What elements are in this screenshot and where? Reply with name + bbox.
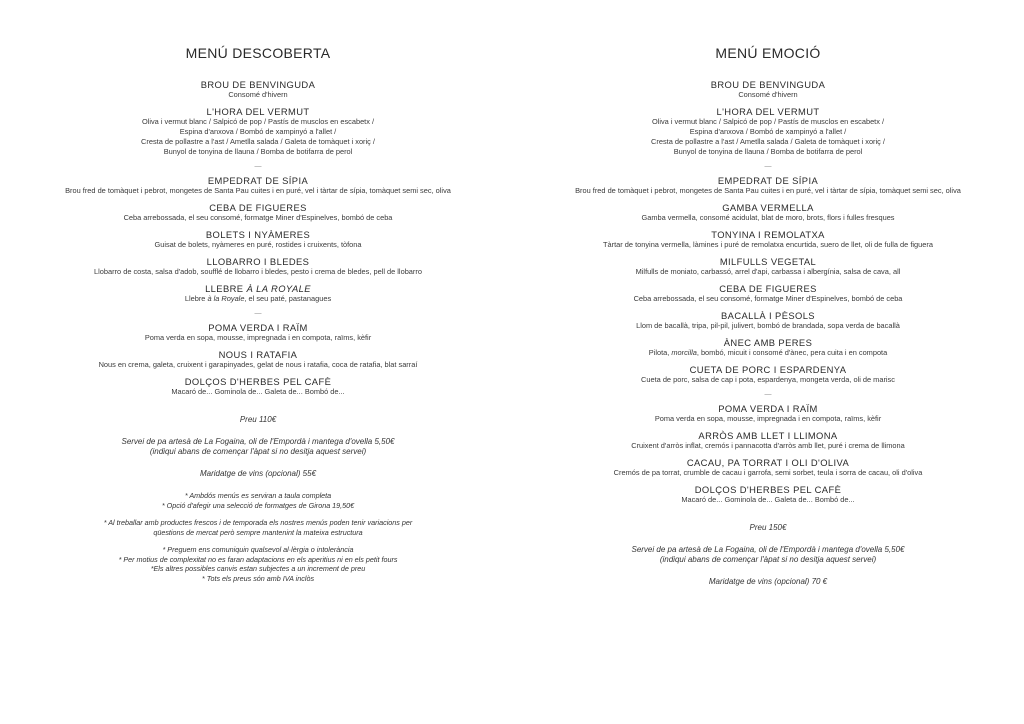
bread-service: Servei de pa artesà de La Fogaina, oli de l'Empordà i mantega d'ovella 5,50€ (indiqui abans de començar l'àpat si no desitja aquest servei): [121, 437, 395, 456]
course-name: CACAU, PA TORRAT I OLI D'OLIVA: [686, 457, 850, 468]
course-desc: Consomé d'hivern: [228, 90, 288, 99]
desc-italic: morcilla: [671, 348, 697, 357]
course: [532, 403, 1004, 424]
course: [20, 283, 496, 304]
course-desc: Consomé d'hivern: [738, 90, 798, 99]
course-name-plain: LLEBRE: [205, 283, 247, 294]
course: [532, 310, 1004, 331]
course-desc: Brou fred de tomàquet i pebrot, mongetes de Santa Pau cuites i en puré, vel i tàrtar de sípia, tomàquet semi sec, oliva: [575, 186, 961, 195]
course-name: EMPEDRAT DE SÍPIA: [207, 175, 309, 186]
course-desc: [532, 348, 1004, 358]
course: [20, 175, 496, 196]
course: [20, 106, 496, 157]
course: [532, 337, 1004, 358]
notes-menus: * Ambdós menús es serviran a taula completa * Opció d'afegir una selecció de formatges de Girona 19,50€: [161, 491, 355, 510]
menu-title: MENÚ DESCOBERTA: [185, 45, 331, 61]
course-name: TONYINA I REMOLATXA: [711, 229, 825, 240]
course-desc: Llobarro de costa, salsa d'adob, soufflé de llobarro i bledes, pesto i crema de bledes, pell de llobarro: [94, 267, 422, 276]
course-desc: Milfulls de moniato, carbassó, arrel d'api, carbassa i albergínia, salsa de cava, all: [635, 267, 901, 276]
course-name: L'HORA DEL VERMUT: [716, 106, 820, 117]
course: [20, 256, 496, 277]
notes-allergies: * Preguem ens comuniquin qualsevol al·lèrgia o intolerància * Per motius de complexitat no es faran adaptacions en els aperitius ni en els petit fours *Els altres possibles canvis estan subjectes a un increment de preu * Tots els preus són amb IVA inclòs: [118, 545, 398, 583]
course-name: CEBA DE FIGUERES: [719, 283, 817, 294]
course-desc: Nous en crema, galeta, cruixent i garapinyades, gelat de nous i ratafia, coca de ratafia, blat sarraí: [98, 360, 418, 369]
price: Preu 150€: [749, 523, 787, 532]
course-name: [20, 283, 496, 294]
course: [532, 256, 1004, 277]
course-desc: [20, 294, 496, 304]
course-desc: Oliva i vermut blanc / Salpicó de pop / Pastís de musclos en escabetx / Espina d'anxova / Bombó de xampinyó a l'allet / Cresta de pollastre a l'ast / Ametlla salada / Galeta de tomàquet i xoriç / Bunyol de tonyina de llauna / Bomba de botifarra de perol: [651, 117, 885, 156]
course-name: MILFULLS VEGETAL: [719, 256, 817, 267]
separator: —: [254, 310, 262, 317]
wine-pairing: Maridatge de vins (opcional) 70 €: [708, 577, 828, 586]
course-name: POMA VERDA I RAÏM: [718, 403, 818, 414]
menu-title: MENÚ EMOCIÓ: [715, 45, 821, 61]
course-name: GAMBA VERMELLA: [722, 202, 814, 213]
course-desc: Tàrtar de tonyina vermella, làmines i puré de remolatxa encurtida, suero de llet, oli de fulla de figuera: [603, 240, 933, 249]
course-name: LLOBARRO I BLEDES: [206, 256, 310, 267]
course: [532, 79, 1004, 100]
course: [532, 364, 1004, 385]
course: [20, 229, 496, 250]
wine-pairing: Maridatge de vins (opcional) 55€: [199, 469, 317, 478]
course: [532, 202, 1004, 223]
course-name: ARRÒS AMB LLET I LLIMONA: [698, 430, 838, 441]
course-name: CEBA DE FIGUERES: [209, 202, 307, 213]
course-desc: Llom de bacallà, tripa, pil-pil, julivert, bombó de brandada, sopa verda de bacallà: [636, 321, 900, 330]
course-desc: Macaró de... Gominola de... Galeta de... Bombó de...: [681, 495, 855, 504]
desc-plain: , bombó, micuit i consomé d'ànec, pera cuita i en compota: [696, 348, 888, 357]
course: [20, 79, 496, 100]
desc-plain: Llebre: [184, 294, 208, 303]
desc-plain: , el seu paté, pastanagues: [244, 294, 332, 303]
course-desc: Ceba arrebossada, el seu consomé, formatge Miner d'Espinelves, bombó de ceba: [633, 294, 903, 303]
course-name: BACALLÀ I PÈSOLS: [721, 310, 815, 321]
course-name: CUETA DE PORC I ESPARDENYA: [689, 364, 847, 375]
course-desc: Cruixent d'arròs inflat, cremós i pannacotta d'arròs amb llet, puré i crema de llimona: [631, 441, 905, 450]
course: [20, 202, 496, 223]
course-desc: Brou fred de tomàquet i pebrot, mongetes de Santa Pau cuites i en puré, vel i tàrtar de sípia, tomàquet semi sec, oliva: [65, 186, 451, 195]
course-name: DOLÇOS D'HERBES PEL CAFÈ: [184, 376, 332, 387]
course: [532, 283, 1004, 304]
course-desc: Macaró de... Gominola de... Galeta de... Bombó de...: [171, 387, 345, 396]
price: Preu 110€: [239, 415, 277, 424]
course-desc: Ceba arrebossada, el seu consomé, formatge Miner d'Espinelves, bombó de ceba: [123, 213, 393, 222]
separator: —: [764, 391, 772, 398]
course: [532, 175, 1004, 196]
notes-seasonal: * Al treballar amb productes frescos i de temporada els nostres menús poden tenir variacions per qüestions de mercat però sempre mantenint la mateixa estructura: [103, 518, 413, 537]
menu-emocio: [532, 44, 1004, 587]
menu-descoberta: [20, 44, 496, 583]
course-name: BOLETS I NYÀMERES: [205, 229, 311, 240]
course: [532, 484, 1004, 505]
course-name: DOLÇOS D'HERBES PEL CAFÈ: [694, 484, 842, 495]
course: [532, 106, 1004, 157]
course-name: BROU DE BENVINGUDA: [710, 79, 826, 90]
course-desc: Cremós de pa torrat, crumble de cacau i garrofa, semi sorbet, teula i sorra de cacau, oli d'oliva: [613, 468, 923, 477]
course: [532, 229, 1004, 250]
course-desc: Poma verda en sopa, mousse, impregnada i en compota, raïms, kèfir: [144, 333, 372, 342]
course-name: BROU DE BENVINGUDA: [200, 79, 316, 90]
course-name: POMA VERDA I RAÏM: [208, 322, 308, 333]
bread-service: Servei de pa artesà de La Fogaina, oli de l'Empordà i mantega d'ovella 5,50€ (indiqui abans de començar l'àpat si no desitja aquest servei): [631, 545, 905, 564]
course-name: NOUS I RATAFIA: [218, 349, 298, 360]
course-desc: Poma verda en sopa, mousse, impregnada i en compota, raïms, kèfir: [654, 414, 882, 423]
course-name: EMPEDRAT DE SÍPIA: [717, 175, 819, 186]
separator: —: [254, 163, 262, 170]
course-desc: Oliva i vermut blanc / Salpicó de pop / Pastís de musclos en escabetx / Espina d'anxova / Bombó de xampinyó a l'allet / Cresta de pollastre a l'ast / Ametlla salada / Galeta de tomàquet i xoriç / Bunyol de tonyina de llauna / Bomba de botifarra de perol: [141, 117, 375, 156]
desc-italic: à la Royale: [207, 294, 245, 303]
course-desc: Guisat de bolets, nyàmeres en puré, rostides i cruixents, tòfona: [154, 240, 362, 249]
course-name: L'HORA DEL VERMUT: [206, 106, 310, 117]
course-name-italic: À LA ROYALE: [246, 283, 311, 294]
desc-plain: Pilota,: [648, 348, 672, 357]
course: [20, 376, 496, 397]
course: [20, 349, 496, 370]
course-desc: Gamba vermella, consomé acidulat, blat de moro, brots, flors i fulles fresques: [641, 213, 895, 222]
separator: —: [764, 163, 772, 170]
course: [532, 430, 1004, 451]
course-name: ÀNEC AMB PERES: [723, 337, 813, 348]
course: [20, 322, 496, 343]
course-desc: Cueta de porc, salsa de cap i pota, espardenya, mongeta verda, oli de marisc: [641, 375, 895, 384]
course: [532, 457, 1004, 478]
